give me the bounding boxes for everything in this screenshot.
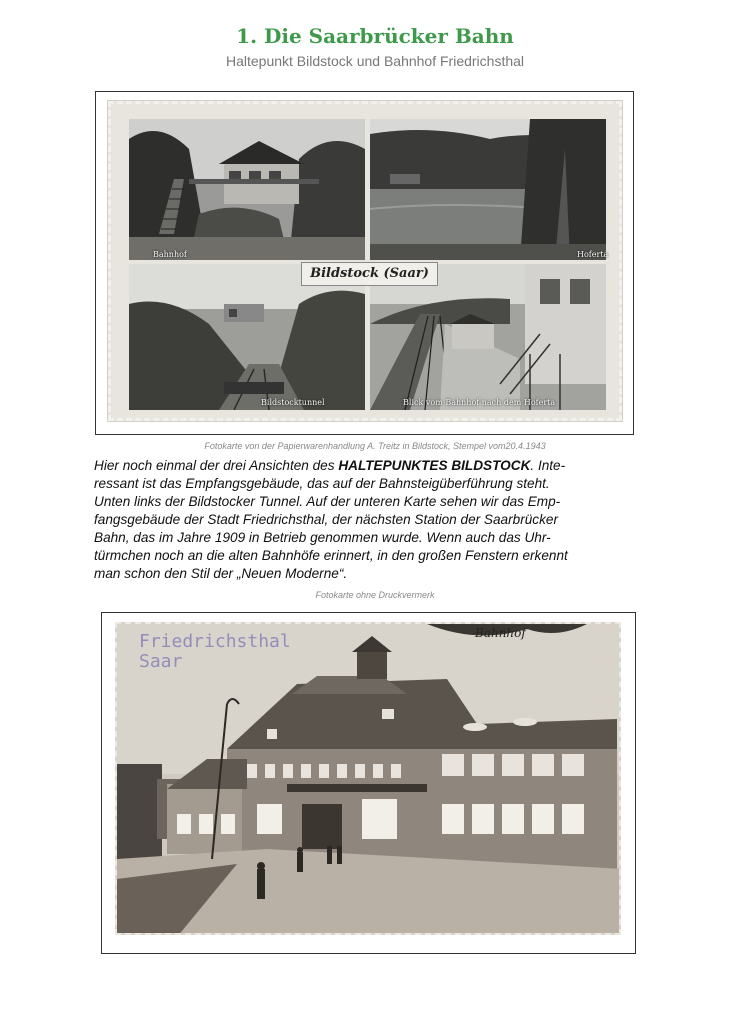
- highlight-haltepunkt: HALTEPUNKTES BILDSTOCK: [338, 458, 531, 473]
- photo-bahnhof: [129, 119, 365, 260]
- body-line-7: man schon den Stil der „Neuen Moderne“.: [94, 566, 348, 581]
- stamp-line-2: Saar: [139, 651, 183, 672]
- body-paragraph: [94, 457, 654, 583]
- caption-hoferta: Hoferta: [577, 250, 609, 259]
- body-line-4: fangsgebäude der Stadt Friedrichsthal, der nächsten Station der Saarbrücker: [94, 512, 558, 527]
- body-line-3: Unten links der Bildstocker Tunnel. Auf der unteren Karte sehen wir das Emp-: [94, 494, 561, 509]
- postcard-bildstock: [108, 101, 622, 421]
- caption-blick: Blick vom Bahnhof nach dem Hoferta: [403, 398, 556, 407]
- photo-hoferta: [370, 119, 609, 260]
- postcard-center-label: Bildstock (Saar): [301, 262, 438, 286]
- postcard-caption-bottom: Fotokarte ohne Druckvermerk: [315, 590, 435, 600]
- postcard-caption-top: Fotokarte von der Papierwarenhandlung A. Treitz in Bildstock, Stempel vom20.4.1943: [204, 441, 546, 451]
- page-title: 1. Die Saarbrücker Bahn: [236, 24, 514, 48]
- handwritten-label: Bahnhof: [475, 626, 526, 640]
- body-line-6: türmchen noch an die alten Bahnhöfe erinnert, in den großen Fenstern erkennt: [94, 548, 568, 563]
- body-line-5: Bahn, das im Jahre 1909 in Betrieb genommen wurde. Wenn auch das Uhr-: [94, 530, 551, 545]
- stamp-line-1: Friedrichsthal: [139, 631, 291, 652]
- caption-bahnhof: Bahnhof: [153, 250, 187, 259]
- caption-tunnel: Bildstocktunnel: [261, 398, 325, 407]
- body-line-1: Hier noch einmal der drei Ansichten des HALTEPUNKTES BILDSTOCK. Inte-: [94, 458, 566, 473]
- body-line-2: ressant ist das Empfangsgebäude, das auf der Bahnsteigüberführung steht.: [94, 476, 550, 491]
- postcard-friedrichsthal: [115, 622, 621, 935]
- page-subtitle: Haltepunkt Bildstock und Bahnhof Friedrichsthal: [225, 53, 525, 69]
- cancellation-stamp: [139, 632, 291, 672]
